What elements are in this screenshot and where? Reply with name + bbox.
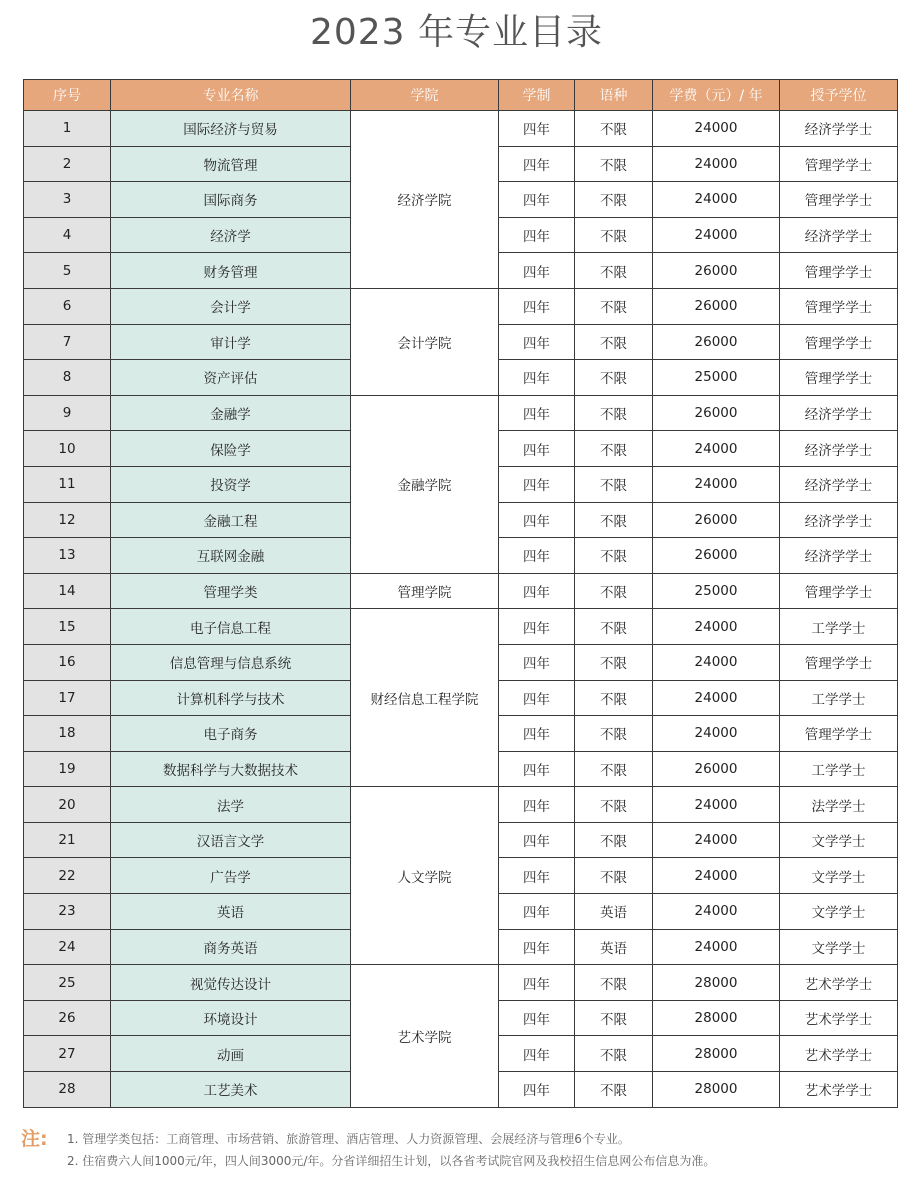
cell-fee: 24000 (653, 466, 780, 502)
cell-language: 不限 (575, 1000, 653, 1036)
cell-major: 管理学类 (111, 573, 351, 609)
cell-no: 23 (24, 894, 111, 930)
cell-years: 四年 (499, 360, 575, 396)
cell-major: 电子信息工程 (111, 609, 351, 645)
cell-degree: 经济学学士 (780, 217, 898, 253)
cell-major: 国际经济与贸易 (111, 111, 351, 147)
cell-language: 不限 (575, 965, 653, 1001)
header-college: 学院 (351, 80, 499, 111)
cell-no: 20 (24, 787, 111, 823)
cell-major: 国际商务 (111, 182, 351, 218)
cell-language: 不限 (575, 395, 653, 431)
cell-years: 四年 (499, 1036, 575, 1072)
cell-degree: 工学学士 (780, 751, 898, 787)
cell-years: 四年 (499, 253, 575, 289)
cell-fee: 24000 (653, 716, 780, 752)
table-body (24, 111, 898, 1108)
cell-no: 6 (24, 288, 111, 324)
cell-major: 经济学 (111, 217, 351, 253)
cell-no: 28 (24, 1072, 111, 1108)
cell-college: 经济学院 (351, 111, 499, 289)
cell-fee: 24000 (653, 111, 780, 147)
cell-no: 8 (24, 360, 111, 396)
cell-fee: 24000 (653, 609, 780, 645)
cell-degree: 艺术学学士 (780, 965, 898, 1001)
cell-college: 艺术学院 (351, 965, 499, 1107)
table-row (24, 395, 898, 431)
cell-years: 四年 (499, 182, 575, 218)
cell-degree: 法学学士 (780, 787, 898, 823)
table-row (24, 111, 898, 147)
cell-no: 19 (24, 751, 111, 787)
major-catalog-table (23, 79, 898, 1108)
cell-major: 信息管理与信息系统 (111, 644, 351, 680)
cell-no: 18 (24, 716, 111, 752)
cell-no: 3 (24, 182, 111, 218)
cell-degree: 艺术学学士 (780, 1072, 898, 1108)
cell-no: 14 (24, 573, 111, 609)
cell-major: 汉语言文学 (111, 822, 351, 858)
notes-mark: 注: (21, 1128, 48, 1150)
cell-no: 10 (24, 431, 111, 467)
cell-degree: 管理学学士 (780, 573, 898, 609)
cell-years: 四年 (499, 1072, 575, 1108)
page-title: 2023 年专业目录 (309, 12, 604, 53)
cell-degree: 经济学学士 (780, 111, 898, 147)
cell-years: 四年 (499, 466, 575, 502)
table-row (24, 965, 898, 1001)
cell-language: 不限 (575, 182, 653, 218)
cell-degree: 经济学学士 (780, 466, 898, 502)
cell-language: 不限 (575, 466, 653, 502)
cell-language: 不限 (575, 111, 653, 147)
note-line-1: 1. 管理学类包括：工商管理、市场营销、旅游管理、酒店管理、人力资源管理、会展经济与管理6个专业。 (67, 1132, 630, 1146)
cell-fee: 24000 (653, 929, 780, 965)
cell-no: 4 (24, 217, 111, 253)
cell-college: 管理学院 (351, 573, 499, 609)
cell-years: 四年 (499, 716, 575, 752)
cell-years: 四年 (499, 822, 575, 858)
cell-no: 7 (24, 324, 111, 360)
cell-fee: 24000 (653, 822, 780, 858)
cell-degree: 管理学学士 (780, 716, 898, 752)
cell-language: 不限 (575, 431, 653, 467)
cell-degree: 经济学学士 (780, 502, 898, 538)
cell-language: 不限 (575, 502, 653, 538)
cell-college: 人文学院 (351, 787, 499, 965)
cell-years: 四年 (499, 395, 575, 431)
cell-no: 15 (24, 609, 111, 645)
cell-major: 数据科学与大数据技术 (111, 751, 351, 787)
cell-years: 四年 (499, 680, 575, 716)
cell-degree: 管理学学士 (780, 644, 898, 680)
cell-no: 25 (24, 965, 111, 1001)
cell-years: 四年 (499, 751, 575, 787)
cell-no: 27 (24, 1036, 111, 1072)
cell-fee: 24000 (653, 644, 780, 680)
cell-language: 不限 (575, 1072, 653, 1108)
cell-language: 不限 (575, 822, 653, 858)
cell-fee: 28000 (653, 1000, 780, 1036)
cell-fee: 24000 (653, 787, 780, 823)
cell-major: 商务英语 (111, 929, 351, 965)
cell-fee: 26000 (653, 502, 780, 538)
cell-no: 1 (24, 111, 111, 147)
header-degree: 授予学位 (780, 80, 898, 111)
cell-degree: 工学学士 (780, 680, 898, 716)
cell-major: 资产评估 (111, 360, 351, 396)
cell-language: 不限 (575, 573, 653, 609)
cell-degree: 文学学士 (780, 894, 898, 930)
cell-degree: 经济学学士 (780, 395, 898, 431)
note-line-2: 2. 住宿费六人间1000元/年，四人间3000元/年。分省详细招生计划，以各省考试院官网及我校招生信息网公布信息为准。 (67, 1154, 716, 1168)
cell-degree: 管理学学士 (780, 360, 898, 396)
cell-language: 不限 (575, 217, 653, 253)
header-major: 专业名称 (111, 80, 351, 111)
cell-years: 四年 (499, 965, 575, 1001)
cell-years: 四年 (499, 573, 575, 609)
cell-major: 金融学 (111, 395, 351, 431)
cell-major: 法学 (111, 787, 351, 823)
cell-language: 不限 (575, 644, 653, 680)
cell-degree: 经济学学士 (780, 431, 898, 467)
cell-fee: 26000 (653, 751, 780, 787)
cell-years: 四年 (499, 609, 575, 645)
cell-fee: 26000 (653, 253, 780, 289)
cell-language: 英语 (575, 894, 653, 930)
cell-degree: 管理学学士 (780, 253, 898, 289)
cell-years: 四年 (499, 858, 575, 894)
cell-years: 四年 (499, 787, 575, 823)
table-row (24, 787, 898, 823)
cell-years: 四年 (499, 1000, 575, 1036)
cell-years: 四年 (499, 894, 575, 930)
cell-degree: 经济学学士 (780, 538, 898, 574)
cell-language: 不限 (575, 751, 653, 787)
cell-fee: 26000 (653, 324, 780, 360)
cell-no: 9 (24, 395, 111, 431)
cell-fee: 25000 (653, 360, 780, 396)
cell-years: 四年 (499, 644, 575, 680)
cell-no: 12 (24, 502, 111, 538)
table-row (24, 288, 898, 324)
cell-language: 不限 (575, 680, 653, 716)
cell-no: 24 (24, 929, 111, 965)
cell-no: 21 (24, 822, 111, 858)
cell-major: 投资学 (111, 466, 351, 502)
notes (21, 1128, 901, 1172)
cell-major: 审计学 (111, 324, 351, 360)
cell-degree: 艺术学学士 (780, 1036, 898, 1072)
header-language: 语种 (575, 80, 653, 111)
cell-major: 广告学 (111, 858, 351, 894)
cell-college: 金融学院 (351, 395, 499, 573)
header-row (24, 80, 898, 111)
cell-major: 动画 (111, 1036, 351, 1072)
cell-language: 不限 (575, 324, 653, 360)
cell-years: 四年 (499, 502, 575, 538)
cell-language: 不限 (575, 146, 653, 182)
header-years: 学制 (499, 80, 575, 111)
cell-fee: 26000 (653, 538, 780, 574)
cell-major: 环境设计 (111, 1000, 351, 1036)
table-row (24, 573, 898, 609)
cell-major: 金融工程 (111, 502, 351, 538)
cell-language: 不限 (575, 609, 653, 645)
cell-years: 四年 (499, 431, 575, 467)
cell-fee: 28000 (653, 965, 780, 1001)
cell-years: 四年 (499, 146, 575, 182)
cell-major: 电子商务 (111, 716, 351, 752)
cell-no: 26 (24, 1000, 111, 1036)
cell-degree: 文学学士 (780, 822, 898, 858)
cell-language: 英语 (575, 929, 653, 965)
cell-language: 不限 (575, 288, 653, 324)
cell-degree: 文学学士 (780, 858, 898, 894)
cell-major: 互联网金融 (111, 538, 351, 574)
cell-fee: 28000 (653, 1036, 780, 1072)
cell-no: 16 (24, 644, 111, 680)
cell-major: 保险学 (111, 431, 351, 467)
cell-degree: 工学学士 (780, 609, 898, 645)
table-row (24, 609, 898, 645)
cell-years: 四年 (499, 538, 575, 574)
cell-no: 2 (24, 146, 111, 182)
cell-no: 11 (24, 466, 111, 502)
header-fee: 学费（元）/ 年 (653, 80, 780, 111)
cell-degree: 文学学士 (780, 929, 898, 965)
cell-fee: 24000 (653, 146, 780, 182)
cell-major: 财务管理 (111, 253, 351, 289)
header-no: 序号 (24, 80, 111, 111)
cell-no: 17 (24, 680, 111, 716)
cell-years: 四年 (499, 324, 575, 360)
cell-language: 不限 (575, 787, 653, 823)
cell-years: 四年 (499, 111, 575, 147)
cell-degree: 管理学学士 (780, 146, 898, 182)
cell-no: 5 (24, 253, 111, 289)
cell-major: 会计学 (111, 288, 351, 324)
cell-major: 工艺美术 (111, 1072, 351, 1108)
cell-fee: 24000 (653, 217, 780, 253)
cell-fee: 28000 (653, 1072, 780, 1108)
cell-language: 不限 (575, 253, 653, 289)
cell-language: 不限 (575, 360, 653, 396)
cell-degree: 管理学学士 (780, 288, 898, 324)
cell-major: 计算机科学与技术 (111, 680, 351, 716)
cell-degree: 管理学学士 (780, 182, 898, 218)
cell-language: 不限 (575, 858, 653, 894)
cell-language: 不限 (575, 1036, 653, 1072)
cell-language: 不限 (575, 538, 653, 574)
cell-fee: 24000 (653, 858, 780, 894)
cell-fee: 25000 (653, 573, 780, 609)
cell-no: 22 (24, 858, 111, 894)
cell-degree: 管理学学士 (780, 324, 898, 360)
cell-degree: 艺术学学士 (780, 1000, 898, 1036)
cell-college: 会计学院 (351, 288, 499, 395)
cell-fee: 24000 (653, 431, 780, 467)
cell-fee: 26000 (653, 288, 780, 324)
cell-major: 英语 (111, 894, 351, 930)
cell-major: 视觉传达设计 (111, 965, 351, 1001)
cell-fee: 24000 (653, 894, 780, 930)
cell-language: 不限 (575, 716, 653, 752)
cell-fee: 26000 (653, 395, 780, 431)
cell-college: 财经信息工程学院 (351, 609, 499, 787)
cell-years: 四年 (499, 288, 575, 324)
cell-major: 物流管理 (111, 146, 351, 182)
cell-years: 四年 (499, 217, 575, 253)
cell-fee: 24000 (653, 182, 780, 218)
cell-fee: 24000 (653, 680, 780, 716)
cell-years: 四年 (499, 929, 575, 965)
cell-no: 13 (24, 538, 111, 574)
